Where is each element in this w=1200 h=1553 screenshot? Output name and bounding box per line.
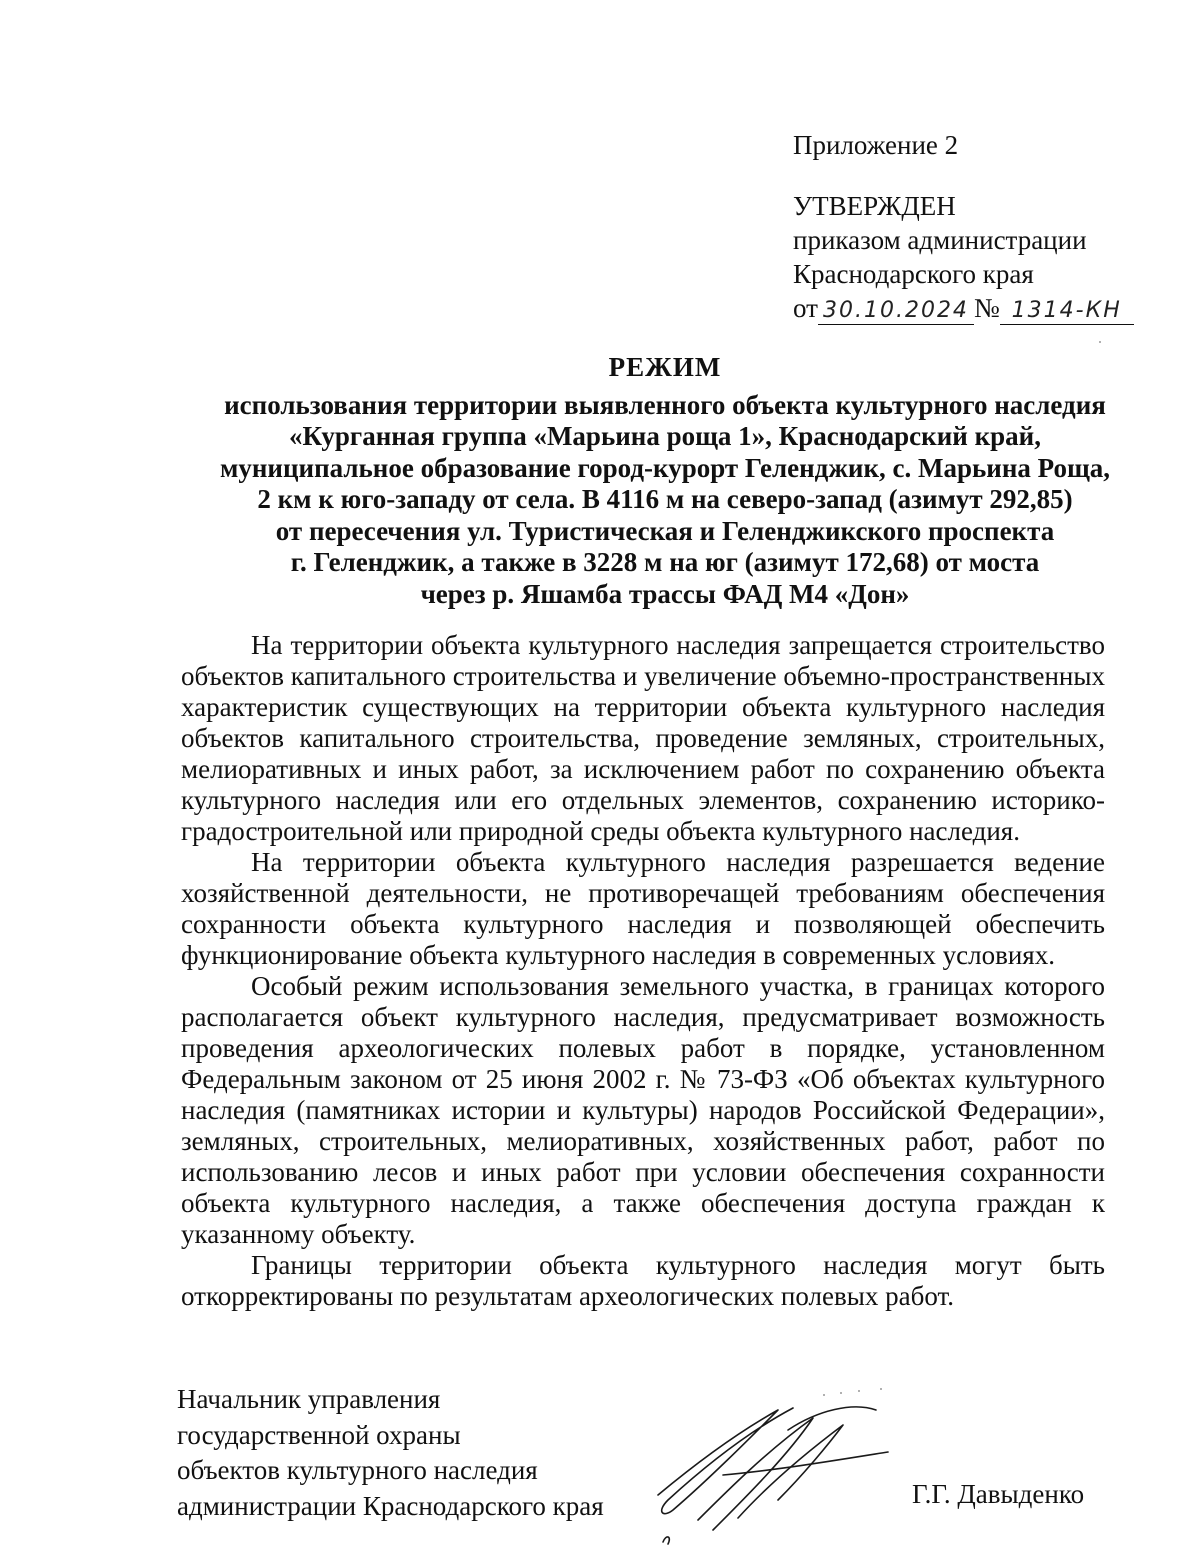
document-body [181, 630, 1105, 1312]
order-date-handwritten: 30.10.2024 [818, 298, 974, 325]
title-line: муниципальное образование город-курорт Геленджик, с. Марьина Роща, [219, 452, 1111, 483]
order-number-handwritten: 1314-КН [1000, 298, 1134, 325]
order-date-number-line [793, 291, 1134, 325]
appendix-label: Приложение 2 [793, 130, 959, 160]
body-paragraph: Особый режим использования земельного участка, в границах которого располагается объект культурного наследия, предусматривает возможность проведения археологических полевых работ в порядке, установленном Федеральным законом от 25 июня 2002 г. № 73-ФЗ «Об объектах культурного наследия (памятниках истории и культуры) народов Российской Федерации», земляных, строительных, мелиоративных, хозяйственных работ, работ по использованию лесов и иных работ при условии обеспечения сохранности объекта культурного наследия, а также обеспечения доступа граждан к указанному объекту. [181, 971, 1105, 1249]
body-paragraph: Границы территории объекта культурного наследия могут быть откорректированы по результатам археологических полевых работ. [181, 1250, 1105, 1311]
title-line: от пересечения ул. Туристическая и Геленджикского проспекта [275, 515, 1055, 546]
position-line: Начальник управления [177, 1384, 441, 1414]
title-line: г. Геленджик, а также в 3228 м на юг (азимут 172,68) от моста [290, 547, 1040, 577]
body-paragraph: На территории объекта культурного наследия запрещается строительство объектов капитального строительства и увеличение объемно-пространственных характеристик существующих на территории объекта культурного наследия объектов капитального строительства, проведение земляных, строительных, мелиоративных и иных работ, за исключением работ по сохранению объекта культурного наследия или его отдельных элементов, сохранению историко-градостроительной или природной среды объекта культурного наследия. [181, 630, 1105, 846]
scan-speck [840, 1392, 842, 1394]
document-title [150, 352, 1180, 610]
scan-speck [1099, 341, 1101, 343]
position-line: объектов культурного наследия [177, 1455, 538, 1485]
number-sign: № [973, 293, 1000, 323]
handwritten-signature [628, 1400, 898, 1550]
title-line: 2 км к юго-западу от села. В 4116 м на северо-запад (азимут 292,85) [257, 484, 1073, 514]
position-line: государственной охраны [177, 1419, 461, 1450]
title-line: «Курганная группа «Марьина роща 1», Краснодарский край, [289, 421, 1041, 451]
position-line: администрации Краснодарского края [177, 1490, 604, 1521]
signatory-position [177, 1382, 604, 1524]
signatory-name: Г.Г. Давыденко [912, 1479, 1085, 1509]
title-heading: РЕЖИМ [608, 352, 722, 382]
title-line: через р. Яшамба трассы ФАД М4 «Дон» [420, 578, 910, 609]
approval-block [793, 128, 1134, 325]
scan-speck [858, 1390, 860, 1392]
date-prefix: от [793, 293, 818, 323]
approved-label: УТВЕРЖДЕН [793, 191, 956, 221]
order-line-1: приказом администрации [793, 225, 1087, 255]
title-line: использования территории выявленного объекта культурного наследия [224, 389, 1106, 420]
body-paragraph: На территории объекта культурного наследия разрешается ведение хозяйственной деятельности, не противоречащей требованиям обеспечения сохранности объекта культурного наследия и позволяющей обеспечить функционирование объекта культурного наследия в современных условиях. [181, 847, 1105, 970]
order-line-2: Краснодарского края [793, 259, 1034, 289]
scan-speck [823, 1394, 825, 1396]
scan-speck [880, 1388, 882, 1390]
